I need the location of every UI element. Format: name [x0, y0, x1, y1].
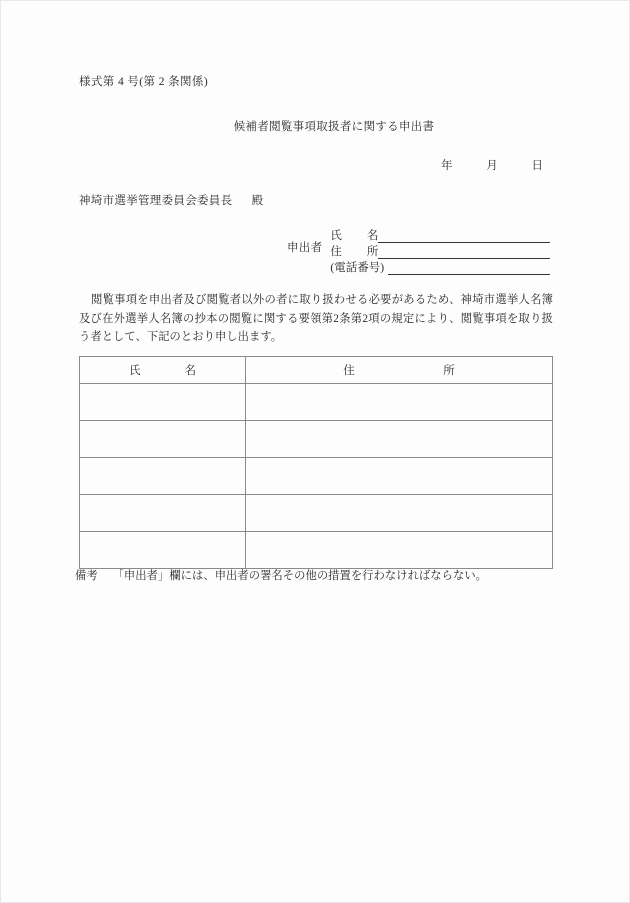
- table-cell-address[interactable]: [246, 495, 553, 532]
- footer-note-text: 「申出者」欄には、申出者の署名その他の措置を行わなければならない。: [112, 570, 488, 582]
- applicant-block: [287, 227, 550, 275]
- document-title: 候補者閲覧事項取扱者に関する申出書: [233, 121, 435, 133]
- table-row: [80, 532, 553, 569]
- applicant-label: 申出者: [287, 242, 323, 254]
- table-header-address-inner: [247, 362, 551, 378]
- table-header-address-char-2: 所: [443, 365, 455, 377]
- applicant-phone-row: [330, 259, 550, 275]
- table-header-address: [246, 357, 553, 384]
- date-year-label: 年: [441, 160, 453, 172]
- table-cell-address[interactable]: [246, 421, 553, 458]
- table-cell-address[interactable]: [246, 532, 553, 569]
- table-header-row: [80, 357, 553, 384]
- applicant-name-label-char-1: 氏: [330, 230, 342, 242]
- handlers-table: [79, 356, 553, 569]
- table-row: [80, 384, 553, 421]
- footer-note-label: 備考: [75, 570, 98, 582]
- table-cell-name[interactable]: [80, 384, 246, 421]
- date-month-label: 月: [486, 160, 498, 172]
- applicant-phone-label: (電話番号): [330, 262, 385, 274]
- date-line: [441, 157, 543, 173]
- table-cell-name[interactable]: [80, 532, 246, 569]
- footer-note: [75, 567, 487, 583]
- table-row: [80, 421, 553, 458]
- table-header-name-char-2: 名: [184, 365, 196, 377]
- table-header-address-char-1: 住: [343, 365, 355, 377]
- addressee-line: [79, 192, 263, 208]
- applicant-name-row: [330, 227, 550, 243]
- applicant-name-input[interactable]: [378, 230, 550, 243]
- body-paragraph: 閲覧事項を申出者及び閲覧者以外の者に取り扱わせる必要があるため、神埼市選挙人名簿及び在外選挙人名簿の抄本の閲覧に関する要領第2条第2項の規定により、閲覧事項を取り扱う者として、下記のとおり申し出ます。: [79, 294, 553, 344]
- applicant-fields: [330, 227, 550, 275]
- table-row: [80, 495, 553, 532]
- date-day-label: 日: [531, 160, 543, 172]
- table-cell-name[interactable]: [80, 458, 246, 495]
- table-header-name: [80, 357, 246, 384]
- table-cell-name[interactable]: [80, 421, 246, 458]
- table-cell-name[interactable]: [80, 495, 246, 532]
- applicant-name-label: [330, 227, 378, 243]
- applicant-address-input[interactable]: [378, 246, 550, 259]
- applicant-address-label-char-2: 所: [366, 246, 379, 258]
- table-cell-address[interactable]: [246, 458, 553, 495]
- table-header-name-inner: [81, 362, 244, 378]
- applicant-address-label: [330, 243, 378, 259]
- table-cell-address[interactable]: [246, 384, 553, 421]
- form-number: 様式第 4 号(第 2 条関係): [79, 76, 209, 88]
- applicant-address-label-char-1: 住: [330, 246, 342, 258]
- addressee-office: 神埼市選挙管理委員会委員長: [79, 195, 233, 207]
- applicant-name-label-char-2: 名: [366, 230, 379, 242]
- addressee-honorific: 殿: [251, 195, 264, 207]
- table-row: [80, 458, 553, 495]
- applicant-address-row: [330, 243, 550, 259]
- table-header-name-char-1: 氏: [129, 365, 141, 377]
- applicant-phone-input[interactable]: [388, 262, 550, 275]
